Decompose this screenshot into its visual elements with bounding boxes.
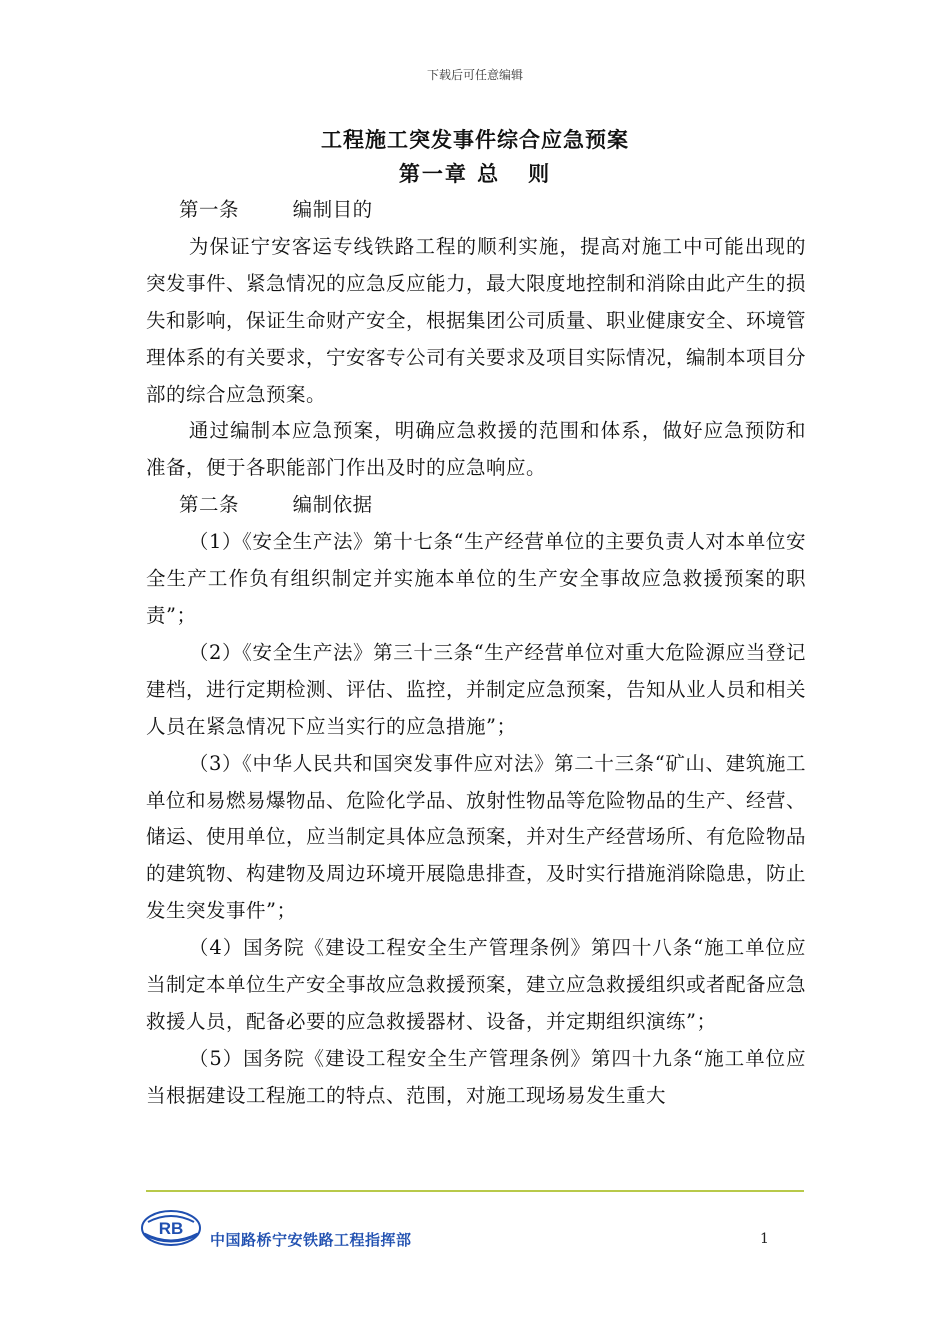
page-number: 1 (760, 1231, 769, 1247)
document-body (146, 192, 806, 1115)
logo-text: RB (158, 1219, 184, 1238)
body-paragraph: （4）国务院《建设工程安全生产管理条例》第四十八条“施工单位应当制定本单位生产安全事故应急救援预案，建立应急救援组织或者配备应急救援人员，配备必要的应急救援器材、设备，并定期组织演练”； (146, 936, 807, 1033)
article-heading: 第二条 编制依据 (179, 493, 373, 517)
body-paragraph: 通过编制本应急预案，明确应急救援的范围和体系，做好应急预防和准备，便于各职能部门作出及时的应急响应。 (146, 419, 806, 480)
body-paragraph: （1）《安全生产法》第十七条“生产经营单位的主要负责人对本单位安全生产工作负有组织制定并实施本单位的生产安全事故应急救援预案的职责”； (146, 530, 806, 627)
footer-rule (146, 1190, 804, 1192)
body-paragraph: 为保证宁安客运专线铁路工程的顺利实施，提高对施工中可能出现的突发事件、紧急情况的应急反应能力，最大限度地控制和消除由此产生的损失和影响，保证生命财产安全，根据集团公司质量、职业健康安全、环境管理体系的有关要求，宁安客专公司有关要求及项目实际情况，编制本项目分部的综合应急预案。 (146, 234, 807, 406)
body-paragraph: （5）国务院《建设工程安全生产管理条例》第四十九条“施工单位应当根据建设工程施工的特点、范围，对施工现场易发生重大 (146, 1046, 806, 1107)
body-paragraph: （3）《中华人民共和国突发事件应对法》第二十三条“矿山、建筑施工单位和易燃易爆物品、危险化学品、放射性物品等危险物品的生产、经营、储运、使用单位，应当制定具体应急预案，并对生产经营场所、有危险物品的建筑物、构建物及周边环境开展隐患排查，及时实行措施消除隐患，防止发生突发事件”； (146, 751, 807, 923)
body-paragraph: （2）《安全生产法》第三十三条“生产经营单位对重大危险源应当登记建档，进行定期检测、评估、监控，并制定应急预案，告知从业人员和相关人员在紧急情况下应当实行的应急措施”； (146, 640, 807, 738)
rb-logo-icon (140, 1208, 202, 1248)
footer-organization: 中国路桥宁安铁路工程指挥部 (210, 1231, 412, 1249)
header-note: 下载后可任意编辑 (426, 68, 523, 82)
article-heading: 第一条 编制目的 (179, 198, 373, 221)
document-title: 工程施工突发事件综合应急预案 (321, 127, 629, 152)
chapter-title: 第一章 总 则 (398, 161, 552, 186)
